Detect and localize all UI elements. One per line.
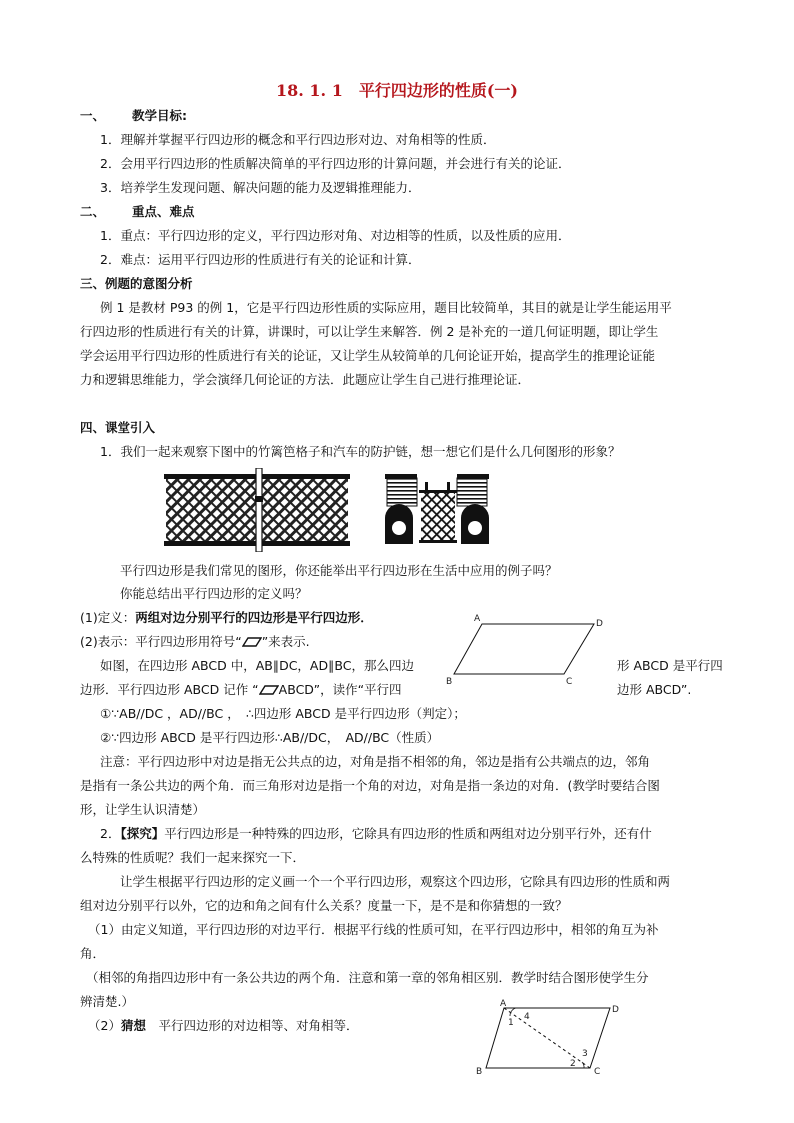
intro-question-2: 平行四边形是我们常见的图形，你还能举出平行四边形在生活中应用的例子吗？: [120, 563, 558, 578]
notation-read: ABCD”，读作“平行四: [278, 682, 402, 697]
adjacent-angle-note-line: 辨清楚.）: [80, 994, 134, 1009]
figure-description-line-2-right: 边形 ABCD”.: [617, 682, 692, 697]
goal-item-2: 2．会用平行四边形的性质解决简单的平行四边形的计算问题，并会进行有关的论证．: [100, 156, 571, 171]
vertex-label: B: [446, 677, 453, 686]
conjecture-text: 平行四边形的对边相等、对角相等．: [145, 1018, 359, 1033]
definition-text: 两组对边分别平行的四边形是平行四边形．: [135, 610, 373, 625]
parallelogram-symbol-icon: [242, 637, 262, 647]
intro-question-3: 你能总结出平行四边形的定义吗？: [120, 586, 308, 601]
conjecture-line: [88, 1017, 358, 1035]
explore-text: 平行四边形是一种特殊的四边形，它除具有四边形的性质和两组对边分别平行外，还有什: [164, 826, 652, 841]
angle-label: 3: [582, 1049, 588, 1059]
vertex-label: C: [594, 1067, 601, 1077]
vertex-label: A: [474, 614, 481, 624]
parallelogram-symbol-icon: [259, 685, 279, 695]
parallelogram-figure-with-diagonal: [470, 998, 626, 1078]
section-1-heading: 教学目标:: [132, 108, 187, 123]
section-1-number: 一、: [80, 108, 106, 123]
explore-number: 2．: [100, 826, 121, 841]
vertex-label: B: [476, 1067, 483, 1077]
key-point-2: 2．难点：运用平行四边形的性质进行有关的论证和计算．: [100, 252, 421, 267]
example-analysis-line: 力和逻辑思维能力，学会演绎几何论证的方法．此题应让学生自己进行推理论证．: [80, 372, 531, 387]
example-analysis-line: 学会运用平行四边形的性质进行有关的论证，又让学生从较简单的几何论证开始，提高学生的推理论证能: [80, 348, 656, 363]
property-statement: ②∵四边形 ABCD 是平行四边形∴AB//DC， AD//BC（性质）: [100, 730, 440, 745]
figure-description-line-2: [80, 681, 402, 699]
definition-line: [80, 609, 373, 627]
angle-label: 1: [508, 1018, 514, 1028]
example-analysis-line: 例 1 是教材 P93 的例 1，它是平行四边形性质的实际应用，题目比较简单，其目的就是让学生能运用平: [100, 300, 672, 315]
adjacent-angle-note-line: （相邻的角指四边形中有一条公共边的两个角．注意和第一章的邻角相区别．教学时结合图形使学生分: [86, 970, 649, 985]
page-title: 18. 1. 1 平行四边形的性质(一): [276, 81, 518, 100]
angle-label: 2: [570, 1059, 576, 1069]
goal-item-3: 3．培养学生发现问题、解决问题的能力及逻辑推理能力．: [100, 180, 421, 195]
explore-line-2: 么特殊的性质呢？我们一起来探究一下．: [80, 850, 306, 865]
note-line: 注意：平行四边形中对边是指无公共点的边，对角是指不相邻的角，邻边是指有公共端点的边，邻角: [100, 754, 651, 769]
example-analysis-line: 行四边形的性质进行有关的计算，讲课时，可以让学生来解答．例 2 是补充的一道几何证明题，即让学生: [80, 324, 659, 339]
section-2-heading: 重点、难点: [132, 204, 195, 219]
section-2-number: 二、: [80, 204, 106, 219]
goal-item-1: 1．理解并掌握平行四边形的概念和平行四边形对边、对角相等的性质．: [100, 132, 496, 147]
draw-instruction-line: 让学生根据平行四边形的定义画一个一个平行四边形，观察这个四边形，它除具有四边形的性质和两: [120, 874, 671, 889]
section-4-heading: 四、课堂引入: [80, 420, 156, 435]
conjecture-tag: 猜想: [120, 1018, 146, 1033]
notation-text: 边形．平行四边形 ABCD 记作 “: [80, 682, 259, 697]
intro-question-1: 1．我们一起来观察下图中的竹篱笆格子和汽车的防护链，想一想它们是什么几何图形的形象？: [100, 444, 621, 459]
vertex-label: D: [596, 619, 603, 629]
representation-line: [80, 633, 310, 651]
parallelogram-figure-abcd: [446, 612, 606, 686]
key-point-1: 1．重点：平行四边形的定义，平行四边形对角、对边相等的性质，以及性质的应用．: [100, 228, 571, 243]
figure-description-line-1: 如图，在四边形 ABCD 中，AB∥DC，AD∥BC，那么四边: [100, 658, 414, 673]
draw-instruction-line: 组对边分别平行以外，它的边和角之间有什么关系？度量一下，是不是和你猜想的一致？: [80, 898, 568, 913]
property-1-line: 角．: [80, 946, 106, 961]
property-1-line: （1）由定义知道，平行四边形的对边平行．根据平行线的性质可知，在平行四边形中，相邻的角互为补: [88, 922, 659, 937]
angle-label: 4: [524, 1012, 530, 1022]
vertex-label: A: [500, 999, 507, 1009]
representation-prefix: (2)表示：平行四边形用符号“: [80, 634, 242, 649]
explore-line-1: [100, 825, 652, 843]
figure-description-line-1-right: 形 ABCD 是平行四: [617, 658, 723, 673]
vertex-label: D: [612, 1005, 619, 1015]
conjecture-prefix: （2）: [88, 1018, 121, 1033]
bamboo-fence-image: [164, 468, 350, 552]
vertex-label: C: [566, 677, 573, 686]
section-3-heading: 三、例题的意图分析: [80, 276, 193, 291]
definition-prefix: (1)定义：: [80, 610, 136, 625]
judgement-statement: ①∵AB//DC ，AD//BC ， ∴四边形 ABCD 是平行四边形（判定）；: [100, 706, 466, 721]
note-line: 是指有一条公共边的两个角．而三角形对边是指一个角的对边，对角是指一条边的对角．(教学时要结合图: [80, 778, 660, 793]
representation-suffix: ”来表示.: [261, 634, 310, 649]
note-line: 形，让学生认识清楚）: [80, 802, 206, 817]
explore-tag: 【探究】: [120, 826, 165, 841]
car-guard-chain-image: [381, 470, 493, 550]
